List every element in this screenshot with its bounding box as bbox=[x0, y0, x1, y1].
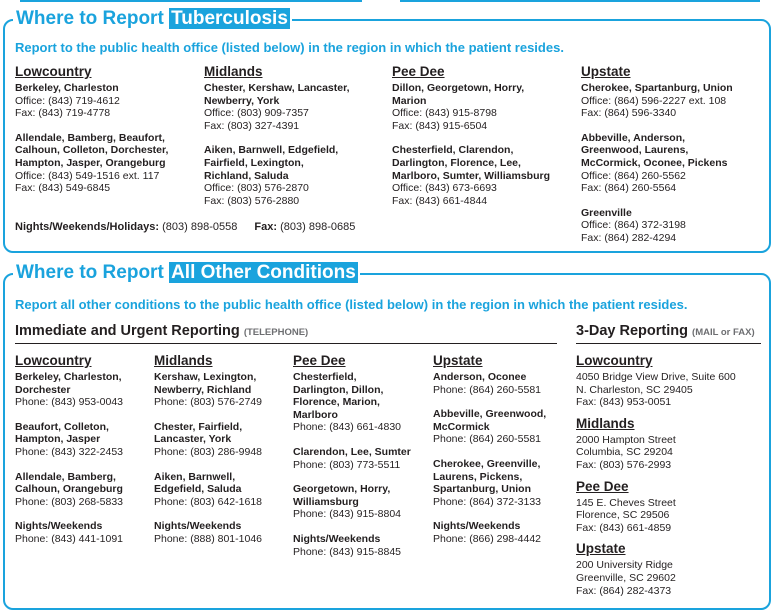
tb-region-pee-dee bbox=[392, 64, 550, 219]
other-entry bbox=[433, 408, 546, 446]
other-counties: Nights/Weekends bbox=[433, 520, 521, 533]
tb-entry bbox=[15, 82, 168, 120]
other-counties: Chesterfield, bbox=[293, 371, 357, 383]
other-entry bbox=[293, 483, 411, 521]
other-entry bbox=[154, 520, 262, 545]
other-region-lowcountry bbox=[15, 353, 123, 558]
tb-region-upstate bbox=[581, 64, 733, 257]
tb-counties: Cherokee, Spartanburg, Union bbox=[581, 82, 733, 94]
tb-region-midlands bbox=[204, 64, 350, 219]
other-entry bbox=[154, 471, 262, 509]
other-counties: McCormick bbox=[433, 420, 490, 433]
other-phone: Phone: (843) 322-2453 bbox=[15, 445, 123, 458]
other-entry bbox=[433, 458, 546, 508]
other-counties: Georgetown, Horry, bbox=[293, 483, 391, 496]
other-counties: Williamsburg bbox=[293, 495, 359, 508]
top-edge-line bbox=[20, 0, 362, 2]
tb-fax: Fax: (803) 576-2880 bbox=[204, 194, 300, 207]
other-title-prefix: Where to Report bbox=[16, 262, 170, 283]
other-counties: Newberry, Richland bbox=[154, 383, 252, 396]
other-entry bbox=[154, 421, 262, 459]
other-counties: Calhoun, Orangeburg bbox=[15, 483, 123, 496]
tb-region-heading: Pee Dee bbox=[392, 64, 445, 79]
other-title-highlight: All Other Conditions bbox=[171, 262, 356, 283]
threeday-line: N. Charleston, SC 29405 bbox=[576, 383, 693, 396]
tb-counties: Chester, Kershaw, Lancaster, bbox=[204, 82, 350, 94]
other-entry bbox=[433, 520, 546, 545]
threeday-line: 2000 Hampton Street bbox=[576, 433, 676, 446]
other-phone: Phone: (864) 372-3133 bbox=[433, 495, 541, 508]
other-region-upstate bbox=[433, 353, 546, 558]
immediate-rule bbox=[15, 343, 557, 344]
tb-nights-line bbox=[15, 221, 355, 233]
tb-office: Office: (864) 596-2227 ext. 108 bbox=[581, 94, 727, 107]
tb-counties: Dillon, Georgetown, Horry, bbox=[392, 82, 525, 94]
other-phone: Phone: (843) 915-8845 bbox=[293, 545, 401, 558]
threeday-entry bbox=[576, 353, 736, 409]
other-entry bbox=[15, 471, 123, 509]
other-counties: Chester, Fairfield, bbox=[154, 420, 243, 433]
other-entry bbox=[293, 533, 411, 558]
tb-entry bbox=[204, 82, 350, 132]
tb-office: Office: (864) 260-5562 bbox=[581, 169, 686, 182]
tb-fax: Fax: (843) 661-4844 bbox=[392, 194, 488, 207]
threeday-heading bbox=[576, 323, 755, 339]
other-counties: Dorchester bbox=[15, 383, 71, 396]
other-phone: Phone: (843) 915-8804 bbox=[293, 508, 401, 521]
tb-counties: Hampton, Jasper, Orangeburg bbox=[15, 156, 166, 169]
threeday-fax: Fax: (843) 953-0051 bbox=[576, 396, 672, 409]
threeday-line: Greenville, SC 29602 bbox=[576, 571, 676, 584]
tb-nights-phone: (803) 898-0558 bbox=[162, 221, 238, 233]
other-counties: Abbeville, Greenwood, bbox=[433, 408, 547, 421]
tb-office: Office: (864) 372-3198 bbox=[581, 219, 686, 232]
tb-office: Office: (843) 549-1516 ext. 117 bbox=[15, 169, 160, 182]
threeday-line: Columbia, SC 29204 bbox=[576, 446, 673, 459]
other-counties: Nights/Weekends bbox=[15, 520, 103, 533]
other-phone: Phone: (843) 953-0043 bbox=[15, 396, 123, 409]
other-counties: Beaufort, Colleton, bbox=[15, 420, 109, 433]
tb-entry bbox=[581, 207, 733, 245]
tb-counties: Berkeley, Charleston bbox=[15, 82, 119, 94]
other-region-heading: Upstate bbox=[433, 353, 483, 368]
tb-office: Office: (843) 915-8798 bbox=[392, 107, 497, 120]
other-title bbox=[13, 262, 360, 284]
tb-intro: Report to the public health office (listed below) in the region in which the patient resides. bbox=[15, 40, 564, 55]
tb-entry bbox=[204, 144, 350, 207]
other-counties: Berkeley, Charleston, bbox=[15, 371, 122, 383]
other-phone: Phone: (888) 801-1046 bbox=[154, 532, 262, 545]
other-phone: Phone: (803) 268-5833 bbox=[15, 495, 123, 508]
tb-office: Office: (803) 576-2870 bbox=[204, 182, 309, 195]
other-counties: Spartanburg, Union bbox=[433, 483, 531, 496]
other-counties: Allendale, Bamberg, bbox=[15, 470, 116, 483]
threeday-region-heading: Lowcountry bbox=[576, 353, 653, 368]
immediate-heading-text: Immediate and Urgent Reporting bbox=[15, 323, 240, 339]
threeday-list bbox=[576, 353, 736, 597]
tb-fax: Fax: (803) 327-4391 bbox=[204, 119, 300, 132]
other-entry bbox=[433, 371, 546, 396]
tb-office: Office: (843) 719-4612 bbox=[15, 94, 120, 107]
other-phone: Phone: (803) 576-2749 bbox=[154, 396, 262, 409]
tb-entry bbox=[392, 144, 550, 207]
tb-counties: Calhoun, Colleton, Dorchester, bbox=[15, 144, 169, 157]
other-counties: Florence, Marion, bbox=[293, 396, 380, 409]
immediate-note: (TELEPHONE) bbox=[243, 327, 309, 338]
other-region-pee-dee bbox=[293, 353, 411, 570]
other-counties: Aiken, Barnwell, bbox=[154, 470, 236, 483]
other-entry bbox=[15, 371, 123, 409]
other-counties: Edgefield, Saluda bbox=[154, 483, 242, 496]
threeday-fax: Fax: (843) 661-4859 bbox=[576, 521, 672, 534]
tb-fax-label: Fax: bbox=[254, 221, 278, 233]
other-counties: Cherokee, Greenville, bbox=[433, 457, 541, 470]
tb-counties: Newberry, York bbox=[204, 94, 280, 107]
other-entry bbox=[15, 421, 123, 459]
tb-counties: Marlboro, Sumter, Williamsburg bbox=[392, 169, 551, 182]
other-counties: Nights/Weekends bbox=[154, 520, 242, 533]
tb-fax: Fax: (843) 915-6504 bbox=[392, 119, 488, 132]
tb-fax: Fax: (843) 719-4778 bbox=[15, 107, 111, 120]
tb-office: Office: (803) 909-7357 bbox=[204, 107, 309, 120]
other-phone: Phone: (803) 773-5511 bbox=[293, 458, 401, 471]
tb-counties: Greenwood, Laurens, bbox=[581, 144, 689, 157]
other-entry bbox=[154, 371, 262, 409]
tb-fax: Fax: (864) 596-3340 bbox=[581, 107, 677, 120]
threeday-region-heading: Midlands bbox=[576, 415, 635, 431]
other-phone: Phone: (803) 286-9948 bbox=[154, 445, 262, 458]
other-entry bbox=[15, 520, 123, 545]
tb-title-highlight: Tuberculosis bbox=[171, 8, 288, 29]
tb-counties: Abbeville, Anderson, bbox=[581, 131, 686, 144]
threeday-entry bbox=[576, 416, 736, 472]
tb-counties: Fairfield, Lexington, bbox=[204, 156, 304, 169]
immediate-heading bbox=[15, 323, 308, 339]
tb-region-heading: Lowcountry bbox=[15, 64, 92, 79]
other-counties: Kershaw, Lexington, bbox=[154, 371, 257, 383]
tb-counties: Allendale, Bamberg, Beaufort, bbox=[15, 131, 165, 144]
tb-counties: Richland, Saluda bbox=[204, 169, 289, 182]
tb-region-heading: Midlands bbox=[204, 64, 263, 79]
tb-fax: Fax: (864) 260-5564 bbox=[581, 182, 677, 195]
threeday-region-heading: Pee Dee bbox=[576, 478, 629, 494]
tb-counties: Darlington, Florence, Lee, bbox=[392, 156, 521, 169]
threeday-heading-text: 3-Day Reporting bbox=[576, 323, 688, 339]
threeday-fax: Fax: (864) 282-4373 bbox=[576, 584, 672, 597]
other-phone: Phone: (803) 642-1618 bbox=[154, 495, 262, 508]
other-phone: Phone: (864) 260-5581 bbox=[433, 383, 541, 396]
other-phone: Phone: (866) 298-4442 bbox=[433, 532, 541, 545]
tb-office: Office: (843) 673-6693 bbox=[392, 182, 497, 195]
other-counties: Laurens, Pickens, bbox=[433, 470, 523, 483]
tb-nights-label: Nights/Weekends/Holidays: bbox=[15, 221, 160, 233]
other-region-heading: Midlands bbox=[154, 353, 213, 368]
top-edge-line-right bbox=[400, 0, 760, 2]
tb-entry bbox=[581, 132, 733, 195]
other-region-heading: Lowcountry bbox=[15, 353, 92, 368]
tb-fax: Fax: (843) 549-6845 bbox=[15, 182, 111, 195]
tb-counties: Chesterfield, Clarendon, bbox=[392, 144, 514, 157]
tb-fax-number: (803) 898-0685 bbox=[280, 221, 356, 233]
threeday-line: 145 E. Cheves Street bbox=[576, 496, 676, 509]
tb-region-heading: Upstate bbox=[581, 64, 631, 79]
other-counties: Anderson, Oconee bbox=[433, 371, 527, 383]
threeday-note: (MAIL or FAX) bbox=[692, 327, 755, 338]
threeday-line: 200 University Ridge bbox=[576, 559, 673, 572]
threeday-entry bbox=[576, 541, 736, 597]
other-region-heading: Pee Dee bbox=[293, 353, 346, 368]
other-counties: Lancaster, York bbox=[154, 433, 232, 446]
threeday-line: Florence, SC 29506 bbox=[576, 509, 670, 522]
threeday-line: 4050 Bridge View Drive, Suite 600 bbox=[576, 371, 736, 383]
other-region-midlands bbox=[154, 353, 262, 558]
threeday-region-heading: Upstate bbox=[576, 541, 626, 557]
tb-counties: Marion bbox=[392, 94, 427, 107]
other-counties: Nights/Weekends bbox=[293, 532, 381, 545]
tb-entry bbox=[15, 132, 168, 195]
tb-title bbox=[13, 8, 292, 30]
tb-fax: Fax: (864) 282-4294 bbox=[581, 231, 677, 244]
tb-title-prefix: Where to Report bbox=[16, 8, 170, 29]
other-phone: Phone: (843) 661-4830 bbox=[293, 421, 401, 434]
tb-entry bbox=[392, 82, 550, 132]
other-phone: Phone: (864) 260-5581 bbox=[433, 433, 541, 446]
other-intro: Report all other conditions to the public health office (listed below) in the region in which the patient resides. bbox=[15, 297, 688, 312]
tb-counties: McCormick, Oconee, Pickens bbox=[581, 156, 728, 169]
threeday-fax: Fax: (803) 576-2993 bbox=[576, 458, 672, 471]
other-counties: Clarendon, Lee, Sumter bbox=[293, 445, 411, 458]
other-phone: Phone: (843) 441-1091 bbox=[15, 532, 123, 545]
other-entry bbox=[293, 371, 411, 434]
other-counties: Darlington, Dillon, bbox=[293, 383, 384, 396]
tb-region-lowcountry bbox=[15, 64, 168, 207]
tb-entry bbox=[581, 82, 733, 120]
other-entry bbox=[293, 446, 411, 471]
threeday-rule bbox=[576, 343, 761, 344]
tb-counties: Greenville bbox=[581, 206, 632, 219]
other-counties: Marlboro bbox=[293, 408, 338, 421]
other-counties: Hampton, Jasper bbox=[15, 433, 101, 446]
tb-counties: Aiken, Barnwell, Edgefield, bbox=[204, 144, 339, 157]
threeday-entry bbox=[576, 479, 736, 535]
